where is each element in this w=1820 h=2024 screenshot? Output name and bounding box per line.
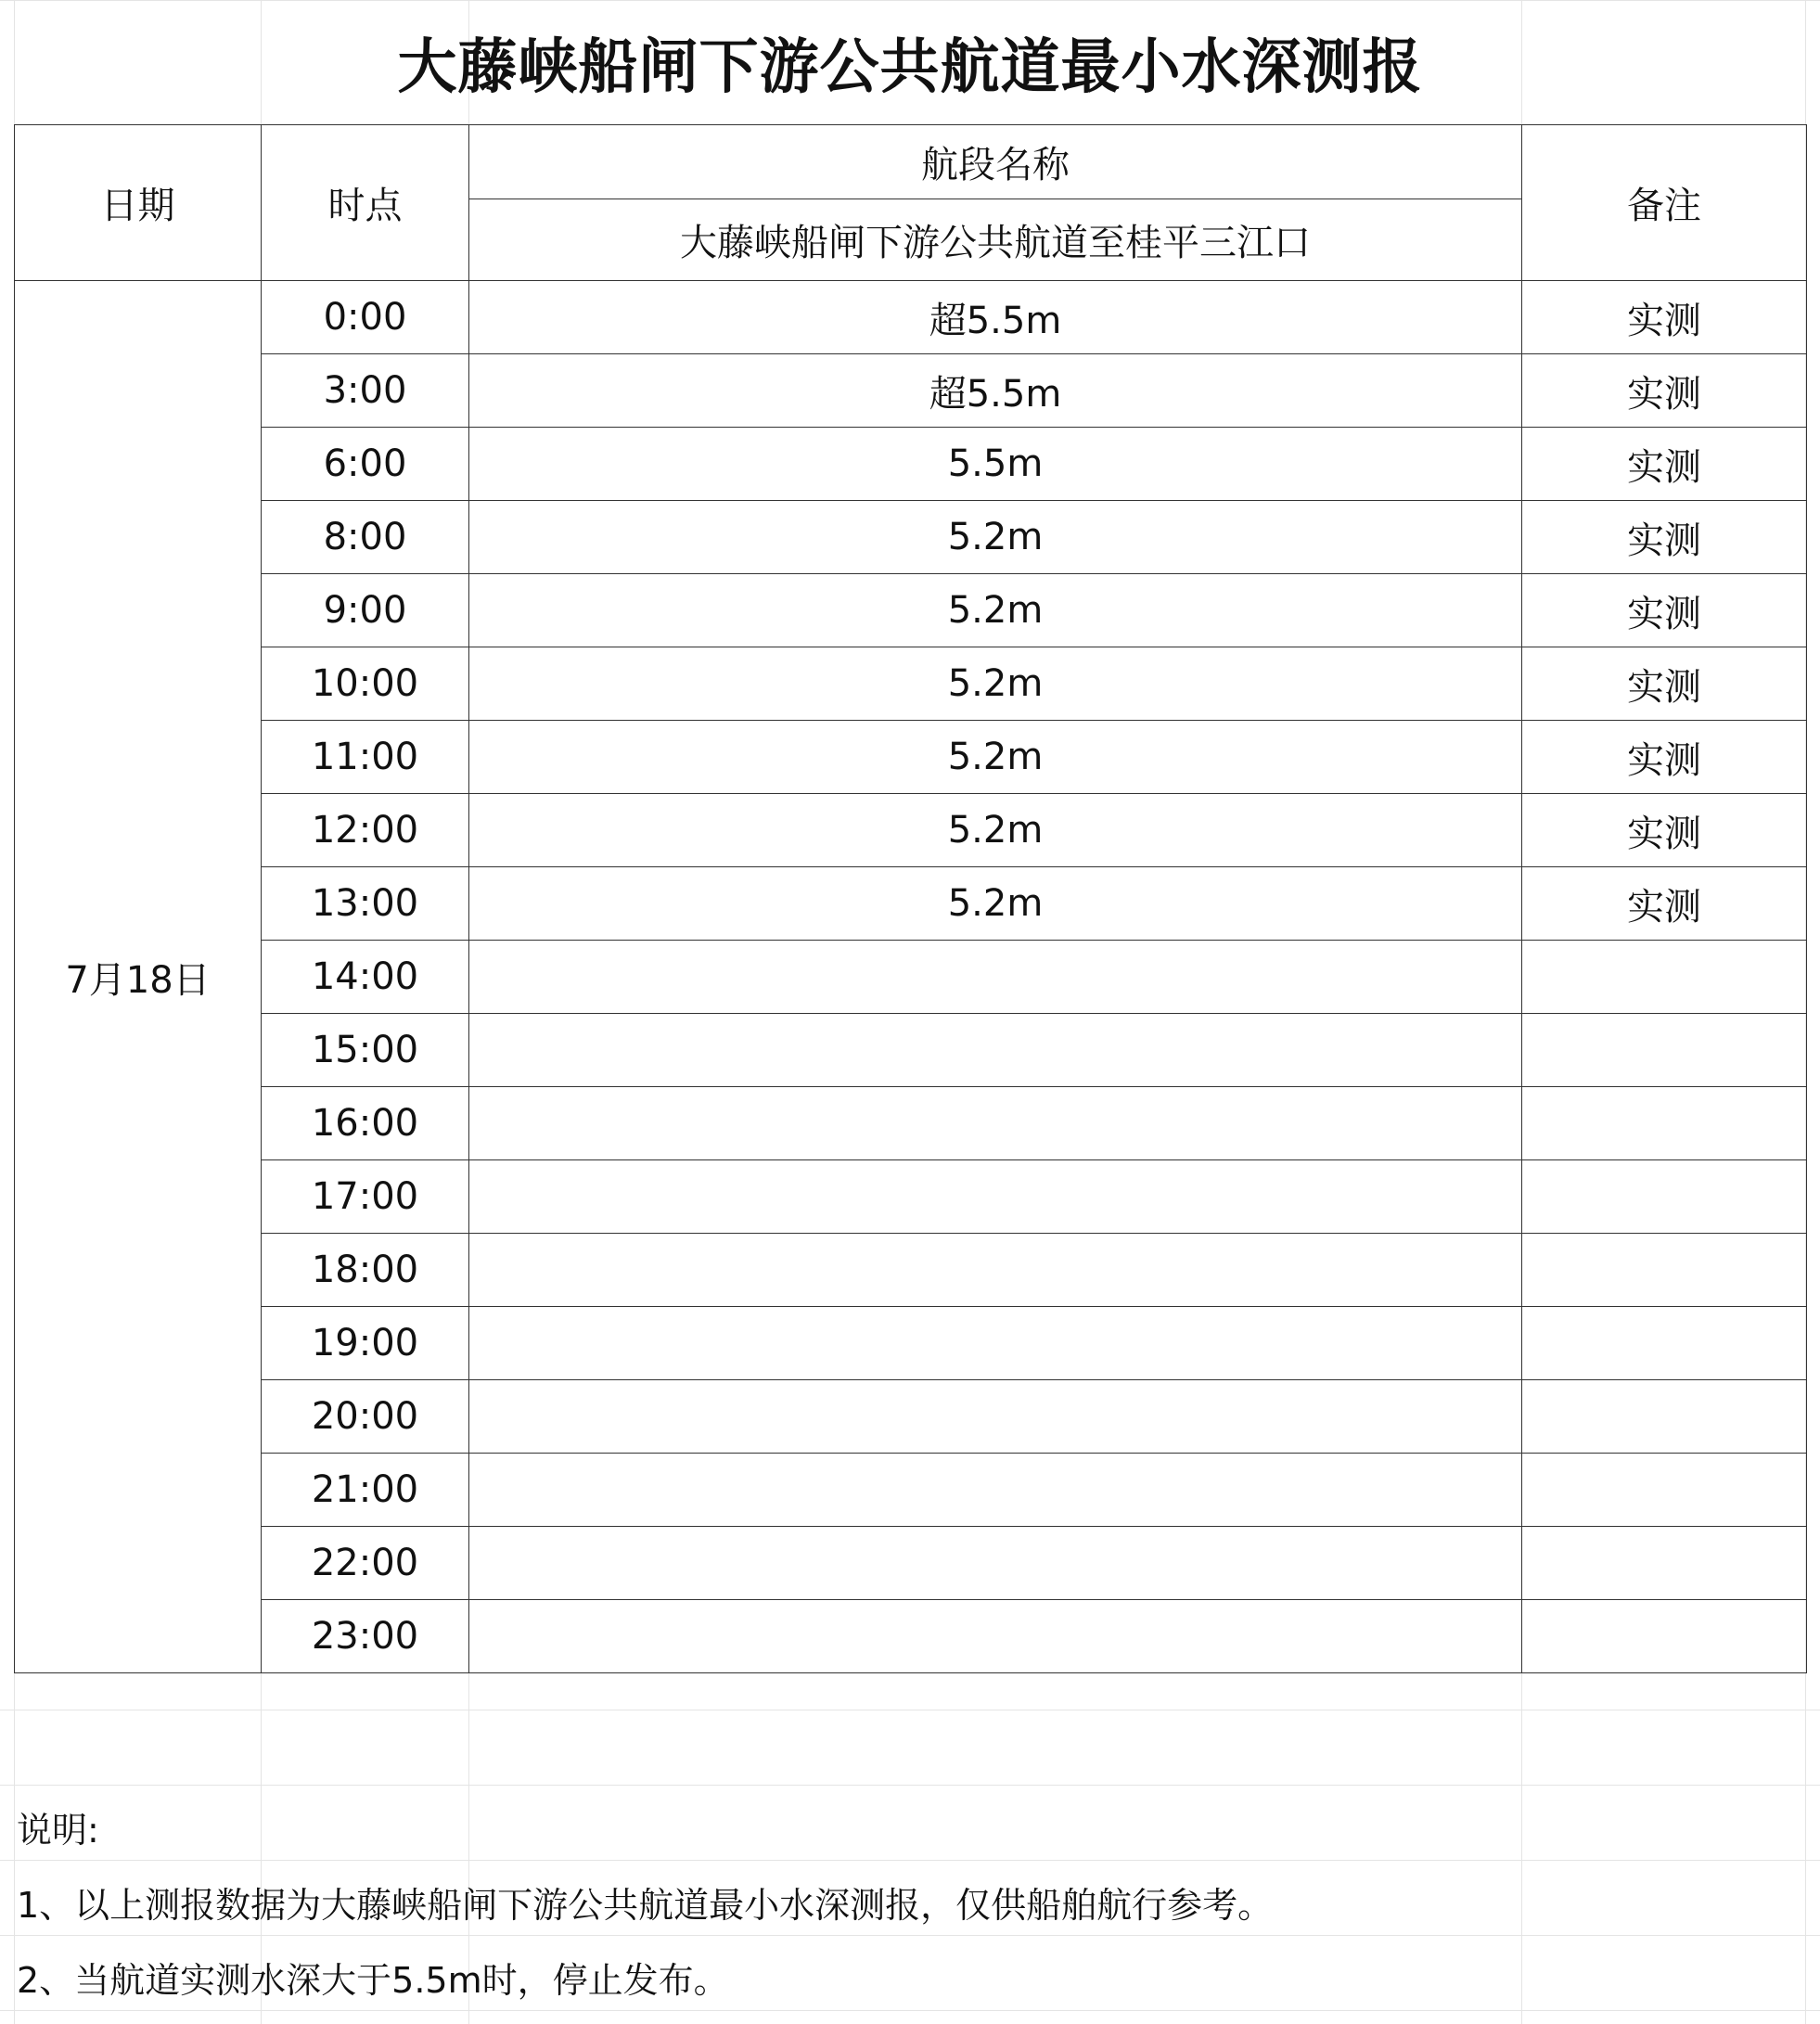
depth-cell — [469, 1380, 1522, 1454]
depth-report-table — [14, 124, 1807, 1673]
time-cell: 17:00 — [262, 1160, 469, 1234]
depth-cell: 5.2m — [469, 574, 1522, 647]
time-cell: 20:00 — [262, 1380, 469, 1454]
date-cell: 7月18日 — [15, 281, 262, 1673]
table-row — [15, 721, 1807, 794]
notes-heading: 说明: — [17, 1810, 99, 1851]
table-row — [15, 794, 1807, 867]
remark-cell: 实测 — [1522, 794, 1807, 867]
time-cell: 10:00 — [262, 647, 469, 721]
depth-cell — [469, 1307, 1522, 1380]
note-line-2: 2、当航道实测水深大于5.5m时，停止发布。 — [17, 1960, 729, 2001]
time-cell: 21:00 — [262, 1454, 469, 1527]
time-cell: 15:00 — [262, 1014, 469, 1087]
table-row — [15, 428, 1807, 501]
table-row — [15, 1527, 1807, 1600]
header-date: 日期 — [15, 125, 262, 281]
table-row — [15, 281, 1807, 354]
remark-cell — [1522, 1087, 1807, 1160]
depth-cell: 超5.5m — [469, 281, 1522, 354]
time-cell: 19:00 — [262, 1307, 469, 1380]
remark-cell: 实测 — [1522, 867, 1807, 941]
time-cell: 3:00 — [262, 354, 469, 428]
depth-cell — [469, 1160, 1522, 1234]
header-remark: 备注 — [1522, 125, 1807, 281]
remark-cell — [1522, 1454, 1807, 1527]
remark-cell — [1522, 1527, 1807, 1600]
time-cell: 12:00 — [262, 794, 469, 867]
table-row — [15, 1234, 1807, 1307]
time-cell: 6:00 — [262, 428, 469, 501]
remark-cell: 实测 — [1522, 721, 1807, 794]
depth-cell: 5.2m — [469, 794, 1522, 867]
time-cell: 18:00 — [262, 1234, 469, 1307]
depth-cell — [469, 941, 1522, 1014]
header-time: 时点 — [262, 125, 469, 281]
time-cell: 13:00 — [262, 867, 469, 941]
remark-cell: 实测 — [1522, 428, 1807, 501]
note-line-1: 1、以上测报数据为大藤峡船闸下游公共航道最小水深测报，仅供船舶航行参考。 — [17, 1885, 1274, 1926]
time-cell: 22:00 — [262, 1527, 469, 1600]
remark-cell — [1522, 1014, 1807, 1087]
time-cell: 14:00 — [262, 941, 469, 1014]
depth-cell: 5.2m — [469, 867, 1522, 941]
remark-cell — [1522, 941, 1807, 1014]
remark-cell: 实测 — [1522, 647, 1807, 721]
table-row — [15, 574, 1807, 647]
time-cell: 9:00 — [262, 574, 469, 647]
table-row — [15, 354, 1807, 428]
time-cell: 8:00 — [262, 501, 469, 574]
remark-cell — [1522, 1380, 1807, 1454]
table-row — [15, 1454, 1807, 1527]
remark-cell: 实测 — [1522, 281, 1807, 354]
table-row — [15, 1380, 1807, 1454]
remark-cell: 实测 — [1522, 574, 1807, 647]
depth-cell: 超5.5m — [469, 354, 1522, 428]
remark-cell — [1522, 1307, 1807, 1380]
time-cell: 23:00 — [262, 1600, 469, 1673]
depth-cell — [469, 1234, 1522, 1307]
section-name: 大藤峡船闸下游公共航道至桂平三江口 — [469, 199, 1522, 281]
remark-cell — [1522, 1160, 1807, 1234]
depth-cell: 5.2m — [469, 647, 1522, 721]
time-cell: 16:00 — [262, 1087, 469, 1160]
depth-cell — [469, 1454, 1522, 1527]
table-row — [15, 1014, 1807, 1087]
table-row — [15, 941, 1807, 1014]
table-row — [15, 867, 1807, 941]
remark-cell — [1522, 1600, 1807, 1673]
depth-cell: 5.2m — [469, 501, 1522, 574]
time-cell: 11:00 — [262, 721, 469, 794]
header-row — [15, 125, 1807, 199]
depth-cell — [469, 1014, 1522, 1087]
table-row — [15, 1087, 1807, 1160]
table-row — [15, 1160, 1807, 1234]
depth-cell: 5.5m — [469, 428, 1522, 501]
depth-cell — [469, 1600, 1522, 1673]
page-title: 大藤峡船闸下游公共航道最小水深测报 — [397, 33, 1423, 102]
header-section: 航段名称 — [469, 125, 1522, 199]
depth-cell — [469, 1527, 1522, 1600]
table-row — [15, 1307, 1807, 1380]
remark-cell: 实测 — [1522, 501, 1807, 574]
table-row — [15, 501, 1807, 574]
depth-cell: 5.2m — [469, 721, 1522, 794]
depth-cell — [469, 1087, 1522, 1160]
table-row — [15, 1600, 1807, 1673]
table-row — [15, 647, 1807, 721]
remark-cell: 实测 — [1522, 354, 1807, 428]
remark-cell — [1522, 1234, 1807, 1307]
time-cell: 0:00 — [262, 281, 469, 354]
